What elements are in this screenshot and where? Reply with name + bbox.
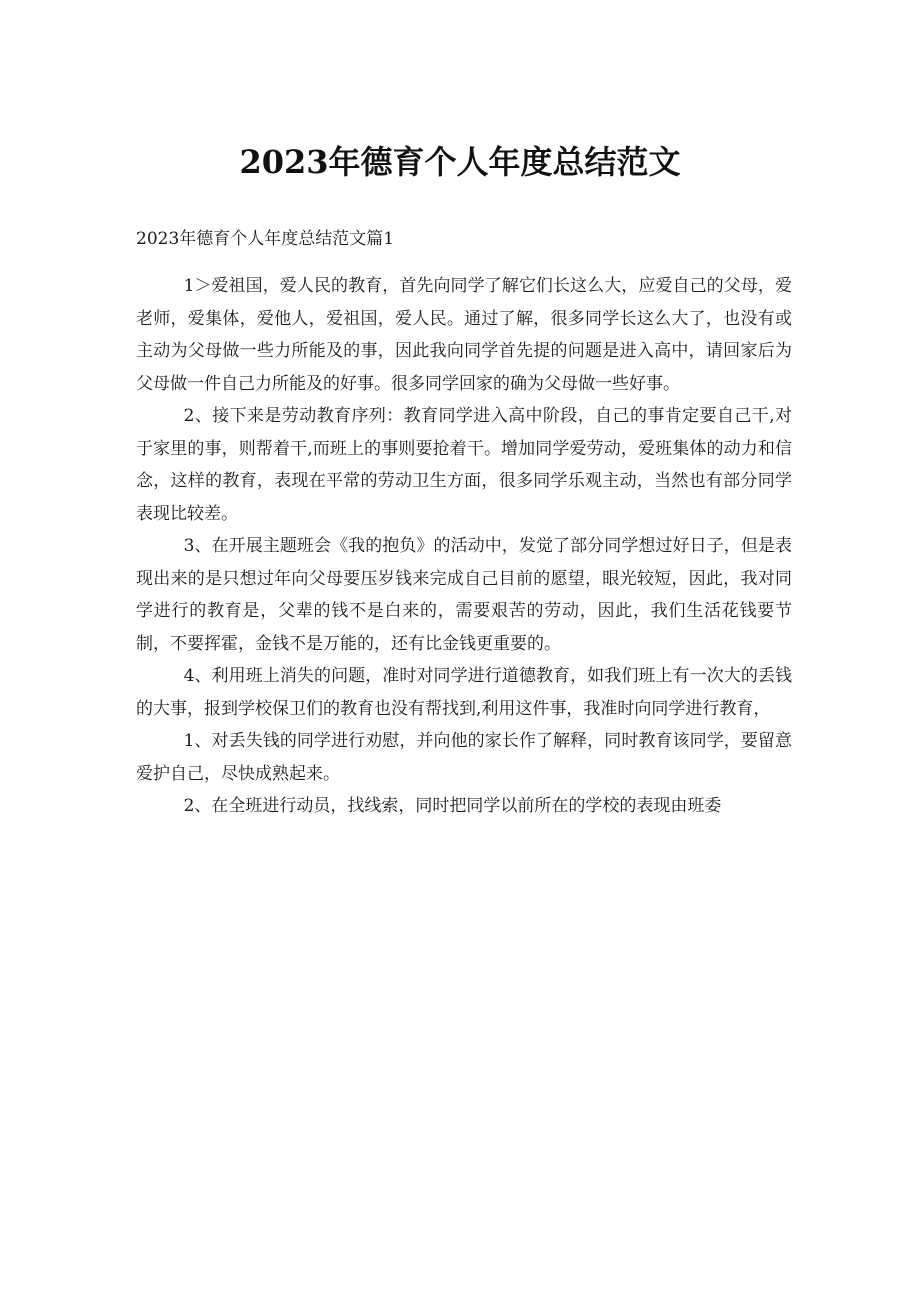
paragraph-2: 2、接下来是劳动教育序列：教育同学进入高中阶段，自己的事肯定要自己干,对于家里的事，则帮着干,而班上的事则要抢着干。增加同学爱劳动，爱班集体的动力和信念，这样的教育，表现在平常的劳动卫生方面，很多同学乐观主动，当然也有部分同学表现比较差。 — [136, 406, 792, 524]
section-heading: 2023年德育个人年度总结范文篇1 — [136, 229, 395, 249]
body-text — [136, 270, 792, 823]
paragraph-6: 2、在全班进行动员，找线索，同时把同学以前所在的学校的表现由班委 — [183, 796, 722, 816]
paragraph-5: 1、对丢失钱的同学进行劝慰，并向他的家长作了解释，同时教育该同学，要留意爱护自己，尽快成熟起来。 — [136, 731, 792, 784]
paragraph-1: 1＞爱祖国，爱人民的教育，首先向同学了解它们长这么大，应爱自己的父母，爱老师，爱集体，爱他人，爱祖国，爱人民。通过了解，很多同学长这么大了，也没有或主动为父母做一些力所能及的事，因此我向同学首先提的问题是进入高中，请回家后为父母做一件自己力所能及的好事。很多同学回家的确为父母做一些好事。 — [136, 276, 792, 394]
paragraph-4: 4、利用班上消失的问题，准时对同学进行道德教育，如我们班上有一次大的丢钱的大事，报到学校保卫们的教育也没有帮找到,利用这件事，我准时向同学进行教育， — [136, 666, 792, 719]
paragraph-3: 3、在开展主题班会《我的抱负》的活动中，发觉了部分同学想过好日子，但是表现出来的是只想过年向父母要压岁钱来完成自己目前的愿望，眼光较短，因此，我对同学进行的教育是，父辈的钱不是白来的，需要艰苦的劳动，因此，我们生活花钱要节制，不要挥霍，金钱不是万能的，还有比金钱更重要的。 — [136, 536, 792, 654]
document-title: 2023年德育个人年度总结范文 — [239, 143, 681, 181]
